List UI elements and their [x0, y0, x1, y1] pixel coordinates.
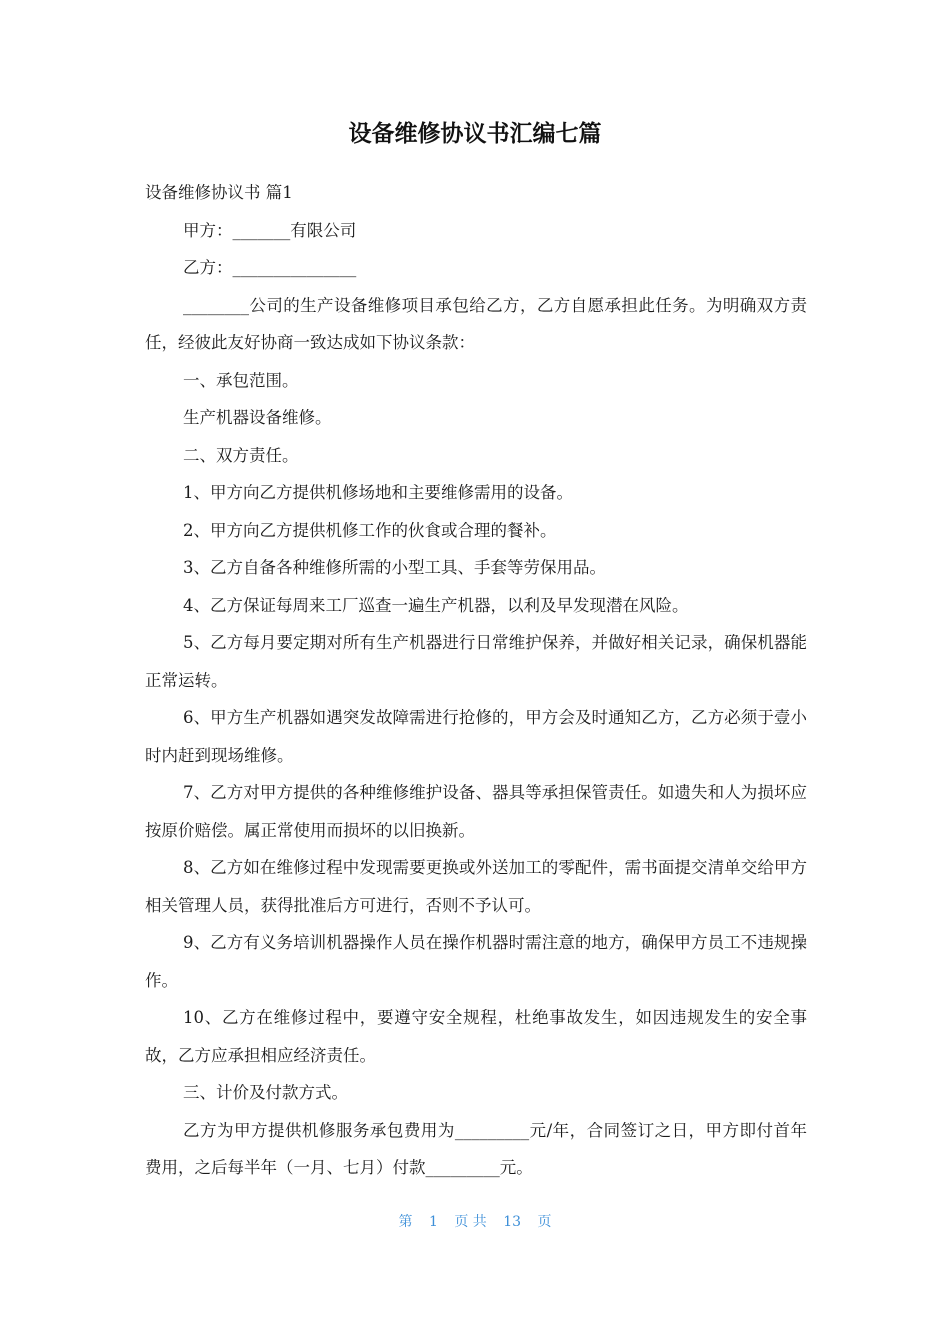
paragraph: 二、双方责任。 [183, 445, 299, 465]
paragraph: 5、乙方每月要定期对所有生产机器进行日常维护保养，并做好相关记录，确保机器能正常运转。 [145, 633, 807, 690]
paragraph: 3、乙方自备各种维修所需的小型工具、手套等劳保用品。 [183, 558, 606, 577]
current-page-number: 1 [428, 1214, 438, 1230]
paragraph: 1、甲方向乙方提供机修场地和主要维修需用的设备。 [183, 483, 573, 502]
document-title: 设备维修协议书汇编七篇 [348, 121, 602, 147]
footer-suffix: 页 [537, 1214, 552, 1230]
paragraph: 2、甲方向乙方提供机修工作的伙食或合理的餐补。 [183, 520, 557, 540]
section-heading: 设备维修协议书 篇1 [145, 183, 293, 202]
total-page-count: 13 [503, 1214, 522, 1230]
paragraph: 一、承包范围。 [183, 370, 299, 390]
page-footer [0, 1210, 950, 1234]
paragraph: 乙方为甲方提供机修服务承包费用为_________元/年，合同签订之日，甲方即付首年费用，之后每半年（一月、七月）付款_________元。 [145, 1120, 807, 1177]
paragraph: 乙方：_______________ [183, 258, 357, 277]
paragraph: 9、乙方有义务培训机器操作人员在操作机器时需注意的地方，确保甲方员工不违规操作。 [145, 933, 807, 990]
document-body [145, 174, 807, 1187]
paragraph: 8、乙方如在维修过程中发现需要更换或外送加工的零配件，需书面提交清单交给甲方相关管理人员，获得批准后方可进行，否则不予认可。 [145, 858, 807, 915]
paragraph: 甲方：_______有限公司 [183, 220, 357, 240]
paragraph: 6、甲方生产机器如遇突发故障需进行抢修的，甲方会及时通知乙方，乙方必须于壹小时内赶到现场维修。 [145, 708, 807, 765]
paragraph: 4、乙方保证每周来工厂巡查一遍生产机器，以利及早发现潜在风险。 [183, 595, 689, 615]
paragraph: 7、乙方对甲方提供的各种维修维护设备、器具等承担保管责任。如遗失和人为损坏应按原价赔偿。属正常使用而损坏的以旧换新。 [145, 783, 807, 840]
footer-middle: 页 共 [454, 1214, 487, 1230]
paragraph: ________公司的生产设备维修项目承包给乙方，乙方自愿承担此任务。为明确双方责任，经彼此友好协商一致达成如下协议条款： [145, 295, 807, 352]
paragraph: 三、计价及付款方式。 [183, 1083, 348, 1102]
paragraph: 10、乙方在维修过程中，要遵守安全规程，杜绝事故发生，如因违规发生的安全事故，乙方应承担相应经济责任。 [145, 1008, 807, 1065]
paragraph: 生产机器设备维修。 [183, 408, 332, 427]
footer-prefix: 第 [398, 1214, 413, 1230]
